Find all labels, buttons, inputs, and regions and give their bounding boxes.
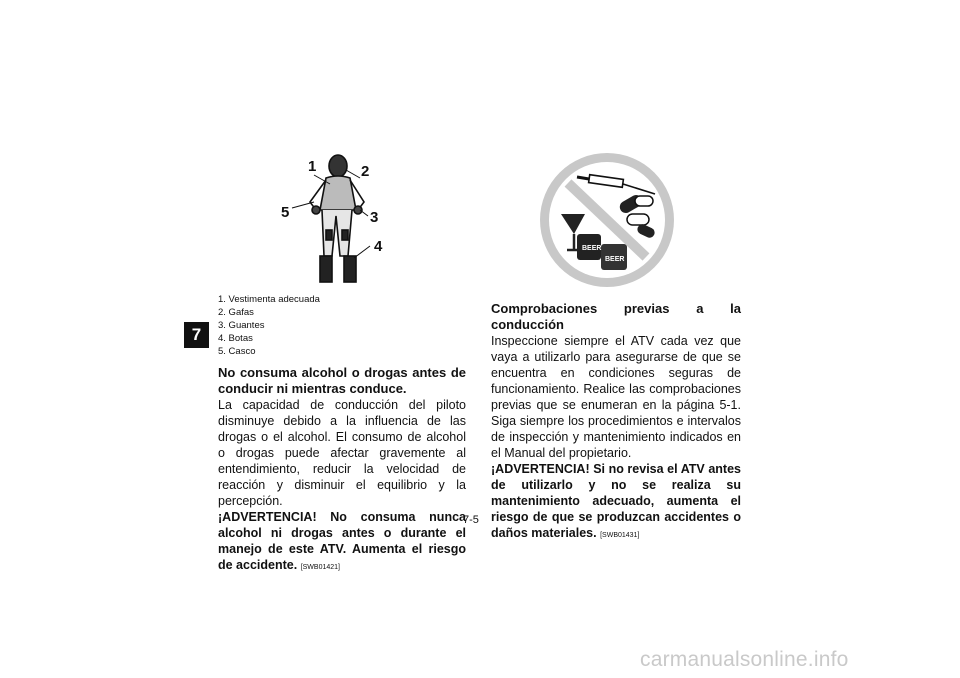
chapter-tab: 7 xyxy=(184,322,209,348)
warning-text xyxy=(218,509,466,576)
warning-text xyxy=(491,461,741,544)
callout-2: 2 xyxy=(361,163,370,180)
pre-ride-checks-section xyxy=(491,301,741,544)
callout-1: 1 xyxy=(308,158,317,175)
rider-gear-illustration xyxy=(270,150,400,290)
caption-item: 4. Botas xyxy=(218,333,253,344)
callout-5: 5 xyxy=(281,204,290,221)
beer-label: BEER xyxy=(582,245,602,252)
reference-code: [SWB01421] xyxy=(300,564,340,571)
section-heading: No consuma alcohol o drogas antes de conducir ni mientras conduce. xyxy=(218,365,466,396)
caption-item: 1. Vestimenta adecuada xyxy=(218,294,320,305)
caption-item: 2. Gafas xyxy=(218,307,254,318)
alcohol-drugs-section xyxy=(218,365,466,576)
warning-statement: ¡ADVERTENCIA! No consuma nunca alcohol ni drogas antes o durante el manejo de este ATV. Aumenta el riesgo de accidente. xyxy=(218,510,466,572)
callout-3: 3 xyxy=(370,209,379,226)
page-number: 7-5 xyxy=(463,514,479,526)
caption-item: 5. Casco xyxy=(218,346,256,357)
callout-4: 4 xyxy=(374,238,383,255)
section-heading: Comprobaciones previas a la conducción xyxy=(491,301,741,332)
warning-statement: ¡ADVERTENCIA! Si no revisa el ATV antes de utilizarlo y no se realiza su mantenimiento adecuado, aumenta el riesgo de que se produzcan accidentes o daños materiales. xyxy=(491,462,741,540)
no-alcohol-drugs-sign xyxy=(537,150,677,290)
beer-label: BEER xyxy=(605,256,625,263)
section-body: La capacidad de conducción del piloto disminuye debido a la influencia de las drogas o el alcohol. El consumo de alcohol o drogas puede afectar gravemente al entendimiento, reducir la velocidad de reacción y disminuir el equilibrio y la percepción. xyxy=(218,398,466,508)
reference-code: [SWB01431] xyxy=(600,532,640,539)
figure-captions xyxy=(218,293,320,358)
section-body: Inspeccione siempre el ATV cada vez que vaya a utilizarlo para asegurarse de que se encuentra en condiciones seguras de funcionamiento. Realice las comprobaciones previas que se enumeran en la página 5-1. Siga siempre los procedimientos e intervalos de inspección y mantenimiento indicados en el Manual del propietario. xyxy=(491,334,741,460)
watermark: carmanualsonline.info xyxy=(640,648,849,671)
caption-item: 3. Guantes xyxy=(218,320,265,331)
